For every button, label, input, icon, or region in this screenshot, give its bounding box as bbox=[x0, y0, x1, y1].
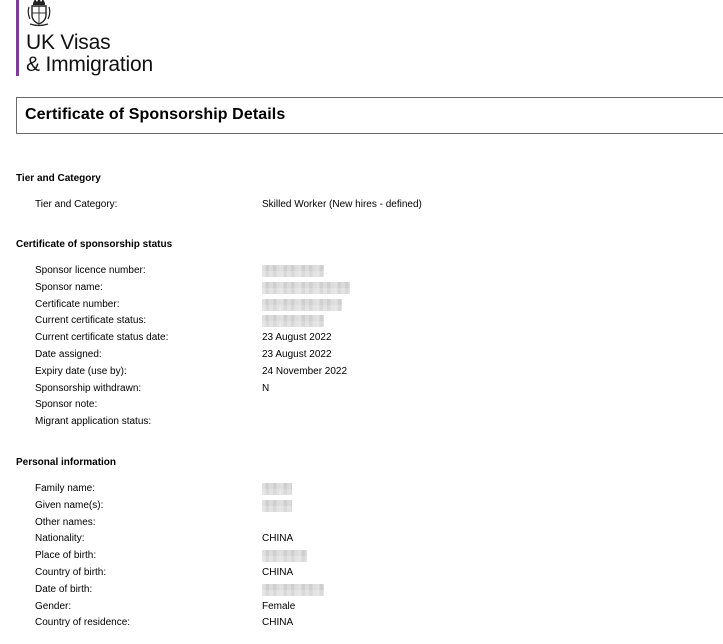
detail-label: Current certificate status date: bbox=[35, 332, 169, 344]
detail-label: Sponsor name: bbox=[35, 281, 103, 293]
section-title: Personal information bbox=[16, 457, 117, 468]
detail-value: CHINA bbox=[262, 567, 294, 578]
detail-label: Migrant application status: bbox=[35, 416, 152, 428]
detail-value: 23 August 2022 bbox=[262, 349, 332, 360]
detail-label: Date assigned: bbox=[35, 349, 102, 360]
redacted-value bbox=[262, 315, 324, 327]
detail-row bbox=[35, 550, 715, 567]
detail-row bbox=[35, 315, 715, 332]
logo-line-1: UK Visas bbox=[26, 31, 111, 54]
detail-row bbox=[35, 332, 715, 349]
detail-row bbox=[35, 517, 715, 534]
detail-row bbox=[35, 265, 715, 282]
detail-row bbox=[35, 282, 715, 299]
detail-value: CHINA bbox=[262, 533, 294, 545]
redacted-value bbox=[262, 500, 292, 512]
detail-label: Date of birth: bbox=[35, 583, 93, 595]
detail-row bbox=[35, 617, 715, 634]
detail-row bbox=[35, 199, 715, 216]
detail-label: Sponsor licence number: bbox=[35, 265, 146, 276]
detail-row bbox=[35, 601, 715, 618]
detail-row bbox=[35, 533, 715, 550]
detail-label: Country of residence: bbox=[35, 617, 131, 629]
detail-value: 23 August 2022 bbox=[262, 332, 332, 344]
section-title: Tier and Category bbox=[16, 173, 101, 184]
detail-row bbox=[35, 383, 715, 400]
redacted-value bbox=[262, 265, 324, 277]
logo-line-2: & Immigration bbox=[26, 53, 153, 76]
redacted-value bbox=[262, 550, 307, 562]
detail-label: Given name(s): bbox=[35, 499, 104, 511]
redacted-value bbox=[262, 282, 350, 294]
detail-label: Family name: bbox=[35, 483, 96, 494]
detail-label: Sponsor note: bbox=[35, 399, 98, 411]
logo-text bbox=[26, 32, 153, 76]
detail-label: Certificate number: bbox=[35, 298, 120, 310]
detail-row bbox=[35, 483, 715, 500]
detail-row bbox=[35, 567, 715, 584]
detail-value: N bbox=[262, 382, 270, 394]
redacted-value bbox=[262, 483, 292, 495]
detail-row bbox=[35, 299, 715, 316]
detail-label: Country of birth: bbox=[35, 567, 107, 578]
detail-label: Gender: bbox=[35, 600, 72, 612]
detail-row bbox=[35, 399, 715, 416]
detail-row bbox=[35, 349, 715, 366]
section-title: Certificate of sponsorship status bbox=[16, 239, 173, 250]
redacted-value bbox=[262, 584, 324, 596]
detail-label: Place of birth: bbox=[35, 550, 97, 562]
detail-row bbox=[35, 584, 715, 601]
detail-row bbox=[35, 416, 715, 433]
detail-label: Tier and Category: bbox=[35, 199, 118, 210]
detail-label: Other names: bbox=[35, 516, 96, 528]
page-title-bar bbox=[16, 97, 723, 134]
redacted-value bbox=[262, 299, 342, 311]
detail-label: Nationality: bbox=[35, 533, 85, 545]
detail-label: Current certificate status: bbox=[35, 315, 147, 327]
detail-value: Female bbox=[262, 600, 296, 612]
detail-row bbox=[35, 500, 715, 517]
detail-value: 24 November 2022 bbox=[262, 365, 348, 377]
detail-value: CHINA bbox=[262, 617, 294, 629]
detail-row bbox=[35, 366, 715, 383]
ukvi-logo bbox=[16, 0, 153, 76]
page-title: Certificate of Sponsorship Details bbox=[25, 106, 286, 123]
royal-crest-icon bbox=[27, 0, 51, 27]
detail-label: Expiry date (use by): bbox=[35, 365, 127, 377]
detail-value: Skilled Worker (New hires - defined) bbox=[262, 199, 422, 210]
detail-label: Sponsorship withdrawn: bbox=[35, 382, 142, 394]
